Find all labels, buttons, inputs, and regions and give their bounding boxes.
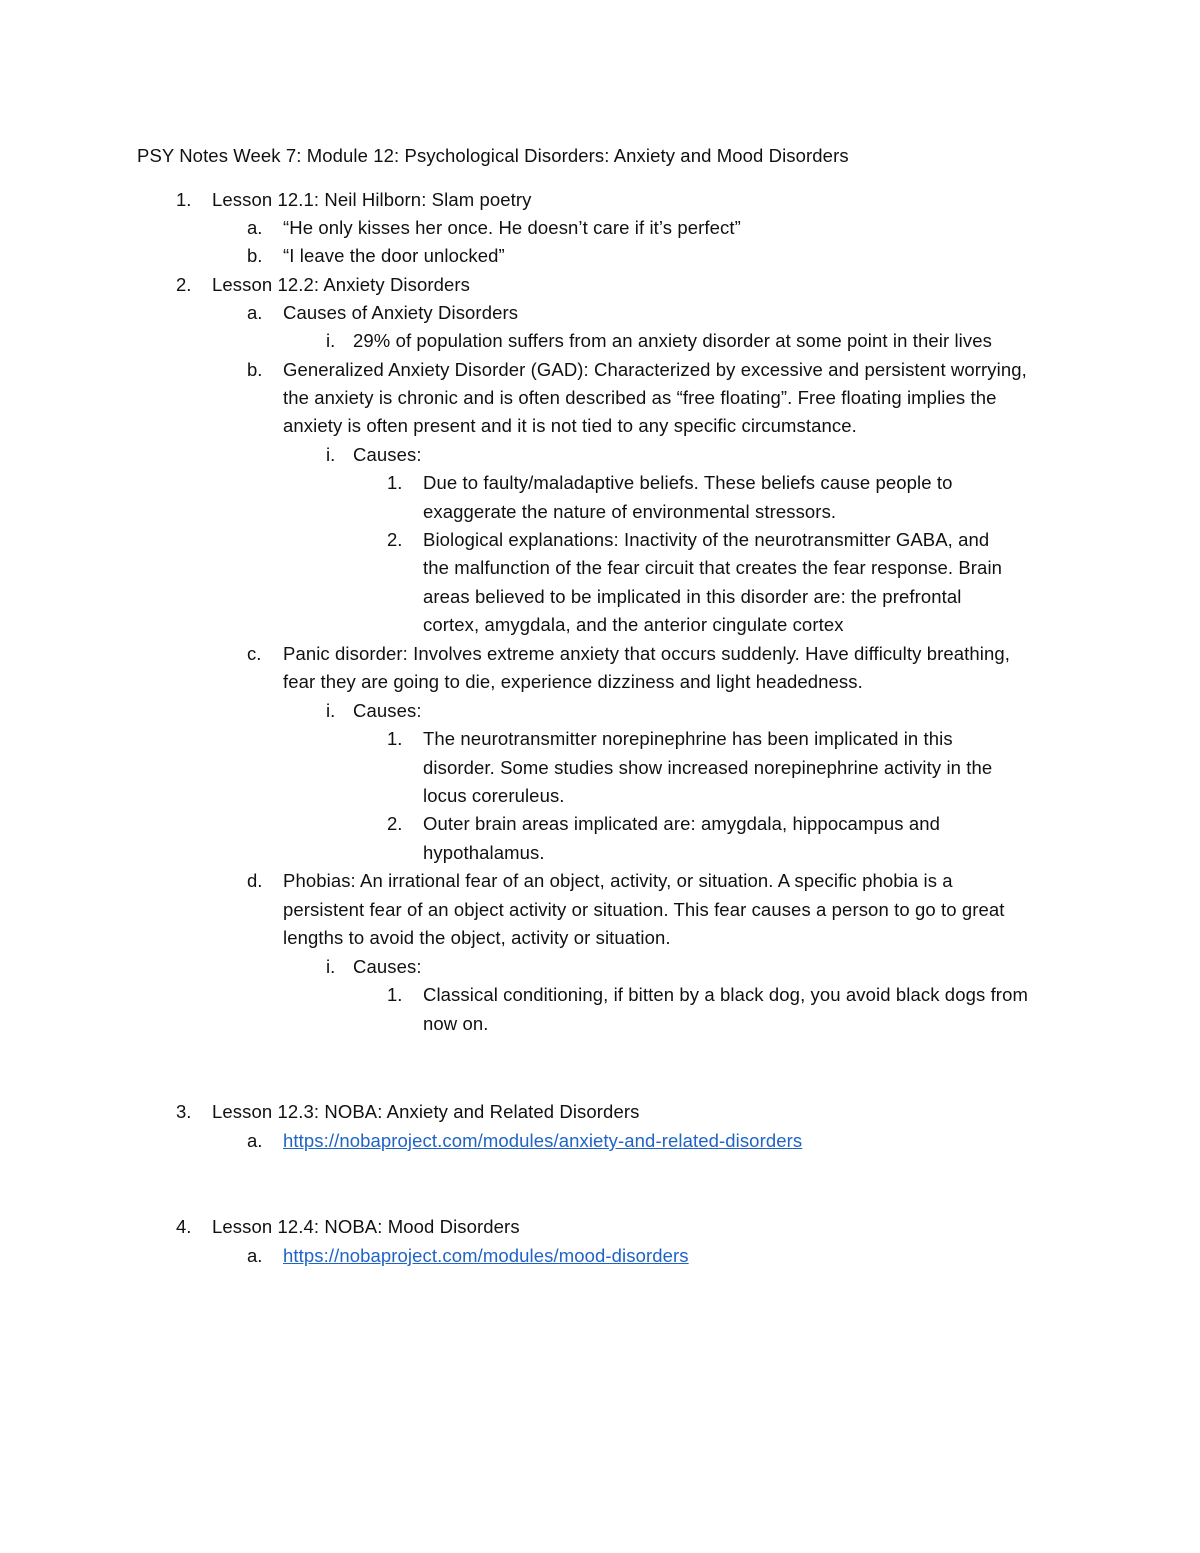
list-item-line: anxiety is often present and it is not tied to any specific circumstance. bbox=[283, 415, 857, 436]
list-item-line: fear they are going to die, experience dizziness and light headedness. bbox=[283, 671, 863, 692]
list-item: Lesson 12.3: NOBA: Anxiety and Related Disorders bbox=[212, 1101, 640, 1122]
list-item-line: the anxiety is chronic and is often described as “free floating”. Free floating implies the bbox=[283, 387, 997, 408]
list-marker: 1. bbox=[387, 984, 403, 1005]
list-item: 29% of population suffers from an anxiety disorder at some point in their lives bbox=[353, 330, 992, 351]
list-item: Causes: bbox=[353, 700, 422, 721]
list-marker: 4. bbox=[176, 1216, 192, 1237]
list-marker: d. bbox=[247, 870, 263, 891]
list-item-line: Panic disorder: Involves extreme anxiety that occurs suddenly. Have difficulty breathing, bbox=[283, 643, 1010, 664]
noba-anxiety-link[interactable]: https://nobaproject.com/modules/anxiety-and-related-disorders bbox=[283, 1130, 803, 1151]
list-marker: a. bbox=[247, 217, 263, 238]
list-item-line: Classical conditioning, if bitten by a black dog, you avoid black dogs from bbox=[423, 984, 1028, 1005]
list-marker: i. bbox=[326, 330, 336, 351]
list-item-line: locus coreruleus. bbox=[423, 785, 565, 806]
list-item-line: now on. bbox=[423, 1013, 489, 1034]
list-marker: 1. bbox=[387, 472, 403, 493]
list-marker: a. bbox=[247, 302, 263, 323]
list-item: Causes: bbox=[353, 444, 422, 465]
list-marker: 3. bbox=[176, 1101, 192, 1122]
list-item: Lesson 12.4: NOBA: Mood Disorders bbox=[212, 1216, 520, 1237]
list-item: Lesson 12.2: Anxiety Disorders bbox=[212, 274, 471, 295]
list-item-line: hypothalamus. bbox=[423, 842, 545, 863]
list-item-line: lengths to avoid the object, activity or situation. bbox=[283, 927, 671, 948]
list-item: “He only kisses her once. He doesn’t care if it’s perfect” bbox=[283, 217, 741, 238]
list-item-line: Outer brain areas implicated are: amygdala, hippocampus and bbox=[423, 813, 940, 834]
list-item-line: exaggerate the nature of environmental stressors. bbox=[423, 501, 837, 522]
list-marker: a. bbox=[247, 1245, 263, 1266]
list-item: Lesson 12.1: Neil Hilborn: Slam poetry bbox=[212, 189, 532, 210]
list-marker: b. bbox=[247, 359, 263, 380]
list-item-line: cortex, amygdala, and the anterior cingulate cortex bbox=[423, 614, 844, 635]
list-marker: 2. bbox=[176, 274, 192, 295]
list-marker: c. bbox=[247, 643, 262, 664]
list-marker: i. bbox=[326, 444, 336, 465]
list-item: Causes of Anxiety Disorders bbox=[283, 302, 519, 323]
list-marker: b. bbox=[247, 245, 263, 266]
list-item: “I leave the door unlocked” bbox=[283, 245, 505, 266]
list-marker: 1. bbox=[387, 728, 403, 749]
list-item-line: persistent fear of an object activity or situation. This fear causes a person to go to great bbox=[283, 899, 1005, 920]
noba-mood-link[interactable]: https://nobaproject.com/modules/mood-disorders bbox=[283, 1245, 689, 1266]
list-item-line: the malfunction of the fear circuit that creates the fear response. Brain bbox=[423, 557, 1003, 578]
list-item-line: areas believed to be implicated in this disorder are: the prefrontal bbox=[423, 586, 962, 607]
list-item-line: Phobias: An irrational fear of an object, activity, or situation. A specific phobia is a bbox=[283, 870, 953, 891]
list-item-line: The neurotransmitter norepinephrine has been implicated in this bbox=[423, 728, 953, 749]
list-marker: a. bbox=[247, 1130, 263, 1151]
list-marker: 1. bbox=[176, 189, 192, 210]
list-item-line: Generalized Anxiety Disorder (GAD): Characterized by excessive and persistent worrying, bbox=[283, 359, 1027, 380]
list-marker: i. bbox=[326, 956, 336, 977]
list-item-line: Biological explanations: Inactivity of the neurotransmitter GABA, and bbox=[423, 529, 990, 550]
list-marker: 2. bbox=[387, 813, 403, 834]
list-marker: i. bbox=[326, 700, 336, 721]
list-item: Causes: bbox=[353, 956, 422, 977]
list-item-line: Due to faulty/maladaptive beliefs. These beliefs cause people to bbox=[423, 472, 953, 493]
document-title: PSY Notes Week 7: Module 12: Psychological Disorders: Anxiety and Mood Disorders bbox=[137, 145, 849, 166]
list-marker: 2. bbox=[387, 529, 403, 550]
list-item-line: disorder. Some studies show increased norepinephrine activity in the bbox=[423, 757, 993, 778]
